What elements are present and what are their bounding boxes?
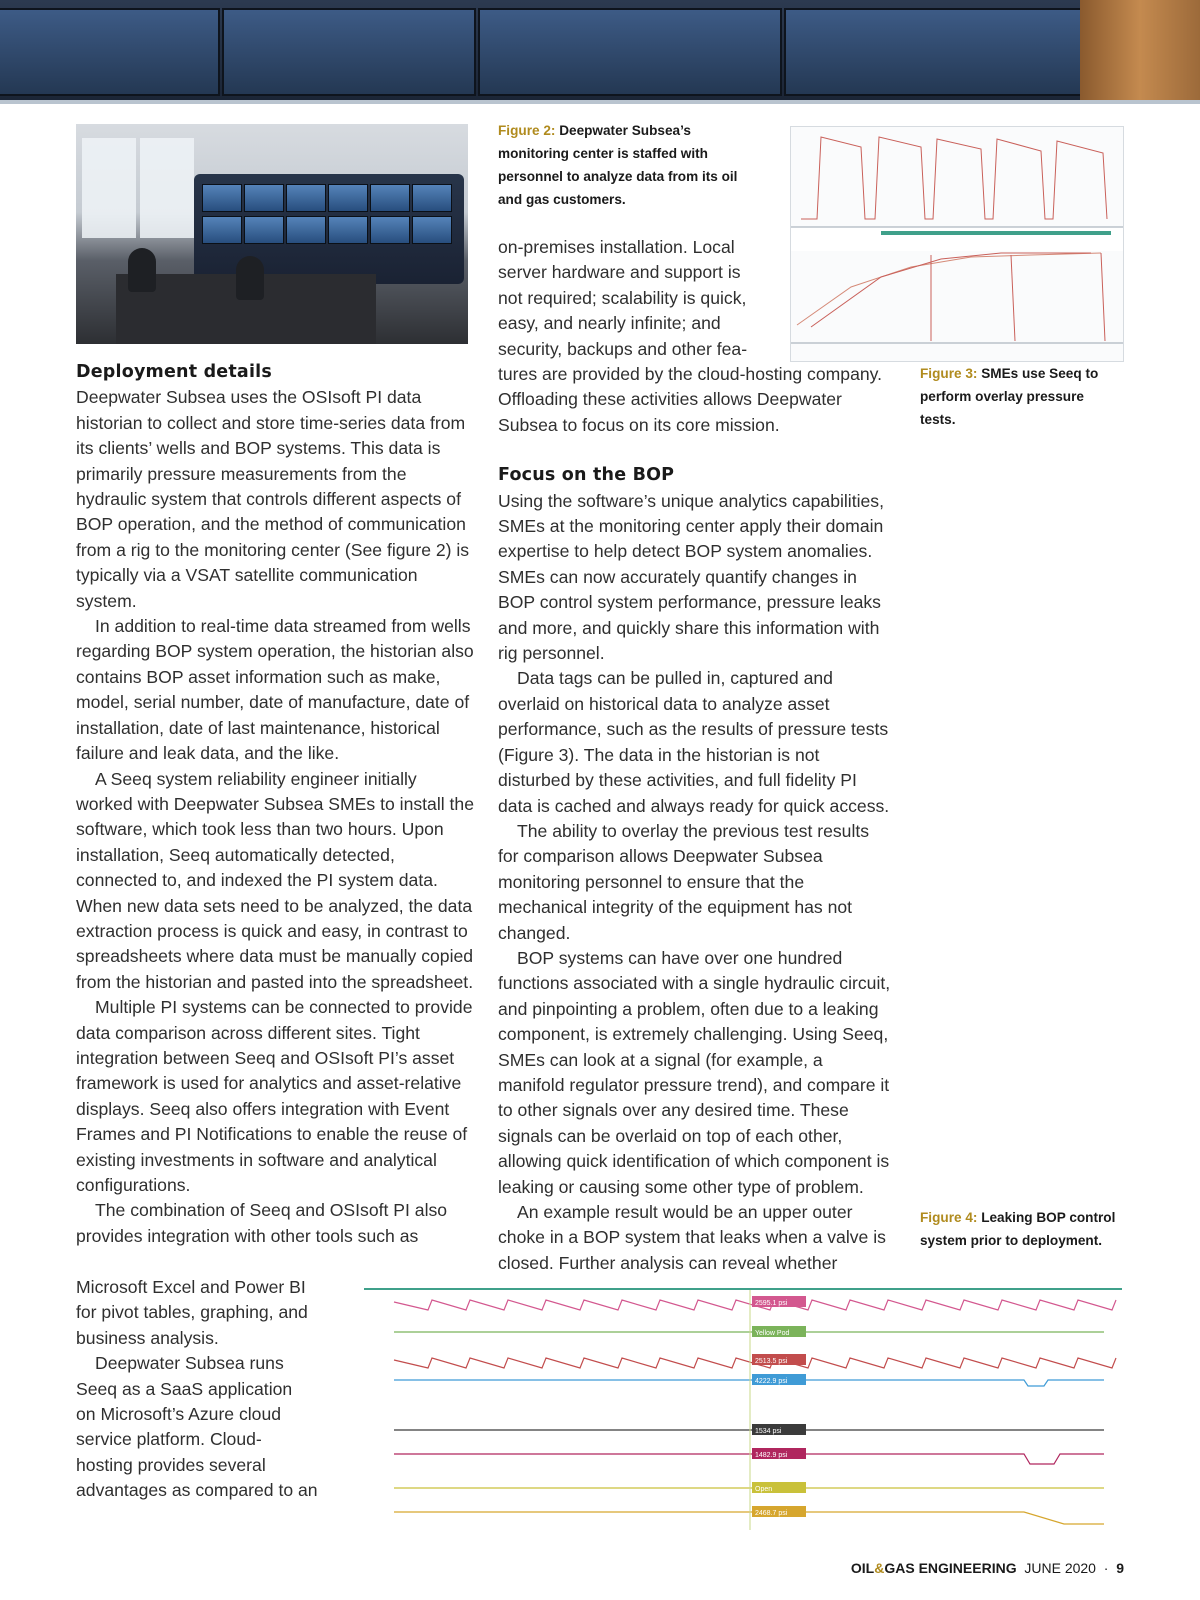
footer-brand-amp: & bbox=[874, 1560, 885, 1576]
text-line: for pivot tables, graphing, and bbox=[76, 1302, 308, 1323]
photo-monitor bbox=[370, 184, 410, 212]
photo-monitor bbox=[412, 184, 452, 212]
footer-issue: JUNE 2020 bbox=[1024, 1560, 1096, 1576]
figure2-photo bbox=[76, 124, 468, 344]
page-footer bbox=[851, 1560, 1124, 1576]
paragraph: Data tags can be pulled in, captured and overlaid on historical data to analyze asset performance, such as the results of pressure tests (Figure 3). The data in the historian is not disturbed by these activities, and full fidelity PI data is cached and always ready for quick access. bbox=[498, 668, 890, 816]
text-line: service platform. Cloud- bbox=[76, 1429, 262, 1450]
header-screen bbox=[784, 8, 1088, 96]
header-divider bbox=[0, 100, 1200, 104]
photo-monitor bbox=[286, 216, 326, 244]
header-screen bbox=[478, 8, 782, 96]
fig4-value-text: 1482.9 psi bbox=[755, 1452, 788, 1459]
photo-window bbox=[140, 138, 194, 238]
fig4-value-text: Yellow Pod bbox=[755, 1330, 790, 1337]
header-screen bbox=[0, 8, 220, 96]
left-column bbox=[76, 360, 474, 1249]
figure4-label: Figure 4: bbox=[920, 1210, 978, 1225]
text-line: not required; scalability is quick, bbox=[498, 287, 747, 308]
paragraph: BOP systems can have over one hundred functions associated with a single hydraulic circuit, and pinpointing a problem, often due to a leaking component, is extremely challenging. Using Seeq, SMEs can look at a signal (for example, a manifold regulator pressure trend), and compare it to other signals over any desired time. These signals can be overlaid on top of each other, allowing quick identification of which component is leaking or causing some other type of problem. bbox=[498, 947, 891, 1197]
paragraph: Using the software’s unique analytics capabilities, SMEs at the monitoring center apply their domain expertise to help detect BOP system anomalies. SMEs can now accurately quantify changes in BOP control system performance, pressure leaks and more, and quickly share this information with rig personnel. bbox=[498, 490, 884, 664]
text-line: hosting provides several bbox=[76, 1454, 266, 1475]
figure3-caption bbox=[920, 362, 1120, 431]
bop-heading: Focus on the BOP bbox=[498, 465, 675, 486]
text-line: Microsoft Excel and Power BI bbox=[76, 1277, 306, 1297]
photo-monitor bbox=[202, 184, 242, 212]
left-column-narrow bbox=[76, 1275, 376, 1504]
figure4-chart bbox=[364, 1288, 1122, 1536]
deployment-heading: Deployment details bbox=[76, 362, 272, 382]
text-line: Deepwater Subsea runs bbox=[95, 1353, 284, 1374]
figure3-caption-text: SMEs use Seeq to perform overlay pressure tests. bbox=[920, 366, 1099, 427]
paragraph: Multiple PI systems can be connected to provide data comparison across different sites. Tight integration between Seeq and OSIsoft PI’s asset framework is used for analytics and asset-relative displays. Seeq also offers integration with Event Frames and PI Notifications to enable the reuse of existing investments in software and analytical configurations. bbox=[76, 997, 473, 1195]
fig4-value-text: 4222.9 psi bbox=[755, 1378, 788, 1385]
photo-monitor bbox=[244, 216, 284, 244]
photo-monitor bbox=[286, 184, 326, 212]
photo-window bbox=[82, 138, 136, 238]
figure3-svg bbox=[791, 127, 1123, 361]
figure3-chart bbox=[790, 126, 1124, 362]
paragraph: The ability to overlay the previous test results for comparison allows Deepwater Subsea monitoring personnel to ensure that the mechanical integrity of the equipment has not changed. bbox=[498, 820, 870, 943]
right-column-intro bbox=[498, 235, 798, 362]
paragraph: In addition to real-time data streamed from wells regarding BOP system operation, the historian also contains BOP asset information such as make, model, serial number, date of manufacture, date of installation, date of last maintenance, historical failure and leak data, and the like. bbox=[76, 616, 474, 764]
photo-person bbox=[236, 256, 264, 300]
text-line: easy, and nearly infinite; and bbox=[498, 313, 721, 334]
footer-page-number: 9 bbox=[1116, 1560, 1124, 1576]
paragraph: The combination of Seeq and OSIsoft PI also provides integration with other tools such as bbox=[76, 1200, 448, 1246]
footer-brand-oil: OIL bbox=[850, 1560, 875, 1576]
paragraph: A Seeq system reliability engineer initially worked with Deepwater Subsea SMEs to install the software, which took less than two hours. Upon installation, Seeq automatically detected, connected to, and indexed the PI system data. When new data sets need to be analyzed, the data extraction process is quick and easy, in contrast to spreadsheets where data must be manually copied from the historian and pasted into the spreadsheet. bbox=[76, 768, 475, 992]
photo-video-wall bbox=[194, 174, 464, 284]
photo-monitor bbox=[412, 216, 452, 244]
paragraph: An example result would be an upper outer choke in a BOP system that leaks when a valve is closed. Further analysis can reveal whether bbox=[498, 1202, 886, 1273]
text-line: on Microsoft’s Azure cloud bbox=[76, 1404, 282, 1425]
figure4-svg bbox=[364, 1290, 1122, 1536]
photo-monitor bbox=[328, 184, 368, 212]
fig4-value-text: 2595.1 psi bbox=[755, 1300, 788, 1307]
figure2-caption-text: Deepwater Subsea’s monitoring center is staffed with personnel to analyze data from its oil and gas customers. bbox=[498, 123, 738, 207]
fig4-value-text: 1534 psi bbox=[755, 1428, 782, 1435]
photo-monitor bbox=[370, 216, 410, 244]
text-line: Seeq as a SaaS application bbox=[76, 1378, 293, 1399]
figure2-caption bbox=[498, 119, 758, 211]
fig4-value-text: 2468.7 psi bbox=[755, 1510, 788, 1517]
photo-person bbox=[128, 248, 156, 292]
fig4-trace bbox=[394, 1454, 1104, 1464]
photo-monitor bbox=[328, 216, 368, 244]
paragraph: tures are provided by the cloud-hosting company. Offloading these activities allows Deepwater Subsea to focus on its core mission. bbox=[498, 364, 883, 435]
text-line: security, backups and other fea- bbox=[498, 338, 748, 359]
footer-brand-gas: GAS ENGINEERING bbox=[884, 1560, 1017, 1576]
paragraph: Deepwater Subsea uses the OSIsoft PI data historian to collect and store time-series data from its clients’ wells and BOP systems. This data is primarily pressure measurements from the hydraulic system that controls different aspects of BOP operation, and the method of communication from a rig to the monitoring center (See figure 2) is typically via a VSAT satellite communication system. bbox=[76, 387, 470, 611]
text-line: advantages as compared to an bbox=[76, 1480, 318, 1501]
figure4-caption bbox=[920, 1206, 1120, 1252]
fig4-trace bbox=[394, 1380, 1104, 1386]
footer-separator: · bbox=[1103, 1560, 1109, 1576]
header-wood-panel bbox=[1080, 0, 1200, 100]
text-line: server hardware and support is bbox=[498, 262, 741, 283]
header-photo-strip bbox=[0, 0, 1200, 100]
photo-monitor bbox=[244, 184, 284, 212]
figure4-caption-text: Leaking BOP control system prior to deployment. bbox=[920, 1210, 1116, 1248]
fig3-timebar bbox=[881, 231, 1111, 235]
right-column bbox=[498, 362, 894, 1276]
figure3-label: Figure 3: bbox=[920, 366, 978, 381]
figure2-label: Figure 2: bbox=[498, 123, 556, 138]
photo-monitor bbox=[202, 216, 242, 244]
text-line: on-premises installation. Local bbox=[498, 237, 735, 257]
header-screen bbox=[222, 8, 476, 96]
text-line: business analysis. bbox=[76, 1327, 219, 1348]
fig4-value-text: Open bbox=[755, 1486, 773, 1493]
fig4-trace bbox=[394, 1512, 1104, 1524]
fig4-value-text: 2513.5 psi bbox=[755, 1358, 788, 1365]
